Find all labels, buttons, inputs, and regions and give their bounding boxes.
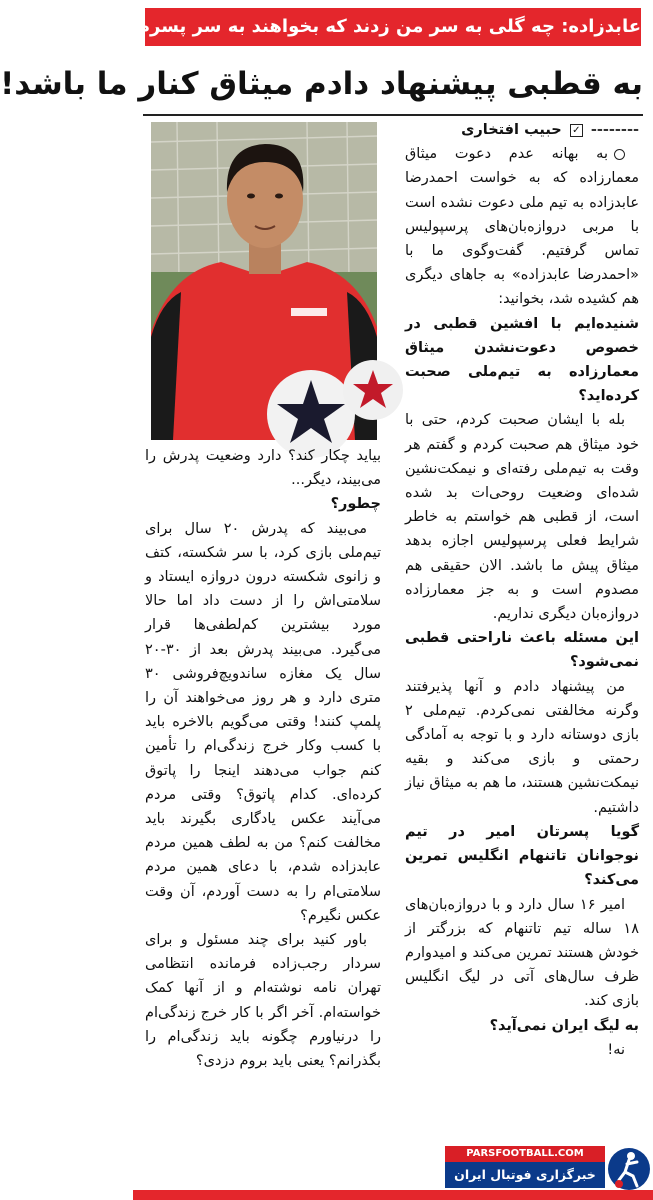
intro-text: به بهانه عدم دعوت میثاق معمارزاده که به خواست احمدرضا عابدزاده به تیم ملی دعوت نشده است با مربی دروازه‌بان‌های پرسپولیس تماس گرفتیم. گفت‌وگوی ما با «احمدرضا عابدزاده» به جاهای دیگری هم کشیده شد، بخوانید: (405, 146, 639, 308)
answer-4-continued: بیاید چکار کند؟ دارد وضعیت پدرش را می‌بیند، دیگر... (145, 448, 381, 489)
answer-6: باور کنید برای چند مسئول و برای سردار رجب‌زاده فرمانده انتظامی تهران نامه نوشته‌ام و از آنها کمک خواسته‌ام. آخر اگر با کار خرج زندگی‌ام را درنیاورم چگونه باید زندگی‌ام را بگذرانم؟ یعنی باید بروم دزدی؟ (145, 932, 381, 1070)
bottom-red-strip (133, 1190, 653, 1200)
answer-2: من پیشنهاد دادم و آنها پذیرفتند وگرنه مخالفتی نمی‌کردم. تیم‌ملی ۲ بازی دوستانه دارد و با توجه به آمادگی رحمتی و بازی می‌کند و بقیه نیمکت‌نشین هستند، ما هم به میثاق نیاز داشتیم. (404, 678, 639, 816)
football-player-logo-icon (607, 1146, 651, 1192)
watermark-name: خبرگزاری فوتبال ایران (445, 1162, 605, 1188)
bullet-icon (614, 149, 625, 160)
article-column-right (405, 118, 639, 1148)
check-box-icon: ✓ (570, 124, 583, 137)
question-4: به لیگ ایران نمی‌آید؟ (489, 1017, 639, 1034)
byline-dashes: -------- (590, 122, 639, 138)
kicker-banner: عابدزاده: چه گلی به سر من زدند که بخواهند به سر پسرم بزنند (145, 8, 641, 46)
answer-1: بله با ایشان صحبت کردم، حتی با خود میثاق هم صحبت کردم و گفتم هر وقت به تیم‌ملی رفته‌ای و نیمکت‌نشین شده‌ای وضعیت روحی‌ات بد شده است، از قطبی هم خواستم به خاطر شرایط فعلی پرسپولیس اجازه بدهد میثاق پیش ما باشد. الان حقیقی هم مصدوم است و به جز معمارزاده دروازه‌بان دیگری نداریم. (405, 412, 639, 623)
answer-4: نه! (607, 1041, 625, 1058)
article-intro (405, 142, 639, 311)
headline-divider (143, 114, 643, 116)
byline (405, 118, 639, 142)
question-5: چطور؟ (330, 496, 381, 513)
question-2: این مسئله باعث ناراحتی قطبی نمی‌شود؟ (405, 630, 639, 671)
player-photo (151, 122, 377, 440)
watermark-url: PARSFOOTBALL.COM (445, 1146, 605, 1162)
headline: به قطبی پیشنهاد دادم میثاق کنار ما باشد! (0, 66, 643, 102)
question-3: گویا پسرتان امیر در تیم نوجوانان تاتنهام انگلیس تمرین می‌کند؟ (405, 823, 639, 889)
parsfootball-watermark (445, 1146, 651, 1196)
author-name: حبیب افتخاری (461, 122, 562, 138)
article-column-left (145, 444, 381, 1148)
answer-3: امیر ۱۶ سال دارد و با دروازه‌بان‌های ۱۸ ساله تیم تاتنهام که بزرگتر از خودش هستند تمرین می‌کند و امیدوارم ظرف سال‌های آتی در لیگ انگلیس بازی کند. (405, 896, 639, 1010)
question-1: شنیده‌ایم با افشین قطبی در خصوص دعوت‌نشدن میثاق معمارزاده به تیم‌ملی صحبت کرده‌اید؟ (405, 315, 639, 405)
answer-5: می‌بیند که پدرش ۲۰ سال برای تیم‌ملی بازی کرد، با سر شکسته، کتف و زانوی شکسته درون دروازه ایستاد و سلامتی‌اش را از دست داد اما حالا مورد بیشترین کم‌لطفی‌ها قرار می‌گیرد. می‌بیند پدرش بعد از ۳۰-۲۰ سال یک مغازه ساندویچ‌فروشی ۳۰ متری دارد و هر روز می‌خواهند آن را پلمپ کنند! وقتی می‌گویم بالاخره باید با کسب وکار خرج زندگی‌ام را تأمین کنم جواب می‌دهند اینجا را پاتوق کرده‌ای. کدام پاتوق؟ وقتی مردم می‌آیند عکس یادگاری بگیرند باید مخالفت کنم؟ من به لطف همین مردم عابدزاده شدم، با دعای همین مردم سلامتی‌ام را به دست آوردم، آن وقت عکس نگیرم؟ (145, 520, 381, 924)
